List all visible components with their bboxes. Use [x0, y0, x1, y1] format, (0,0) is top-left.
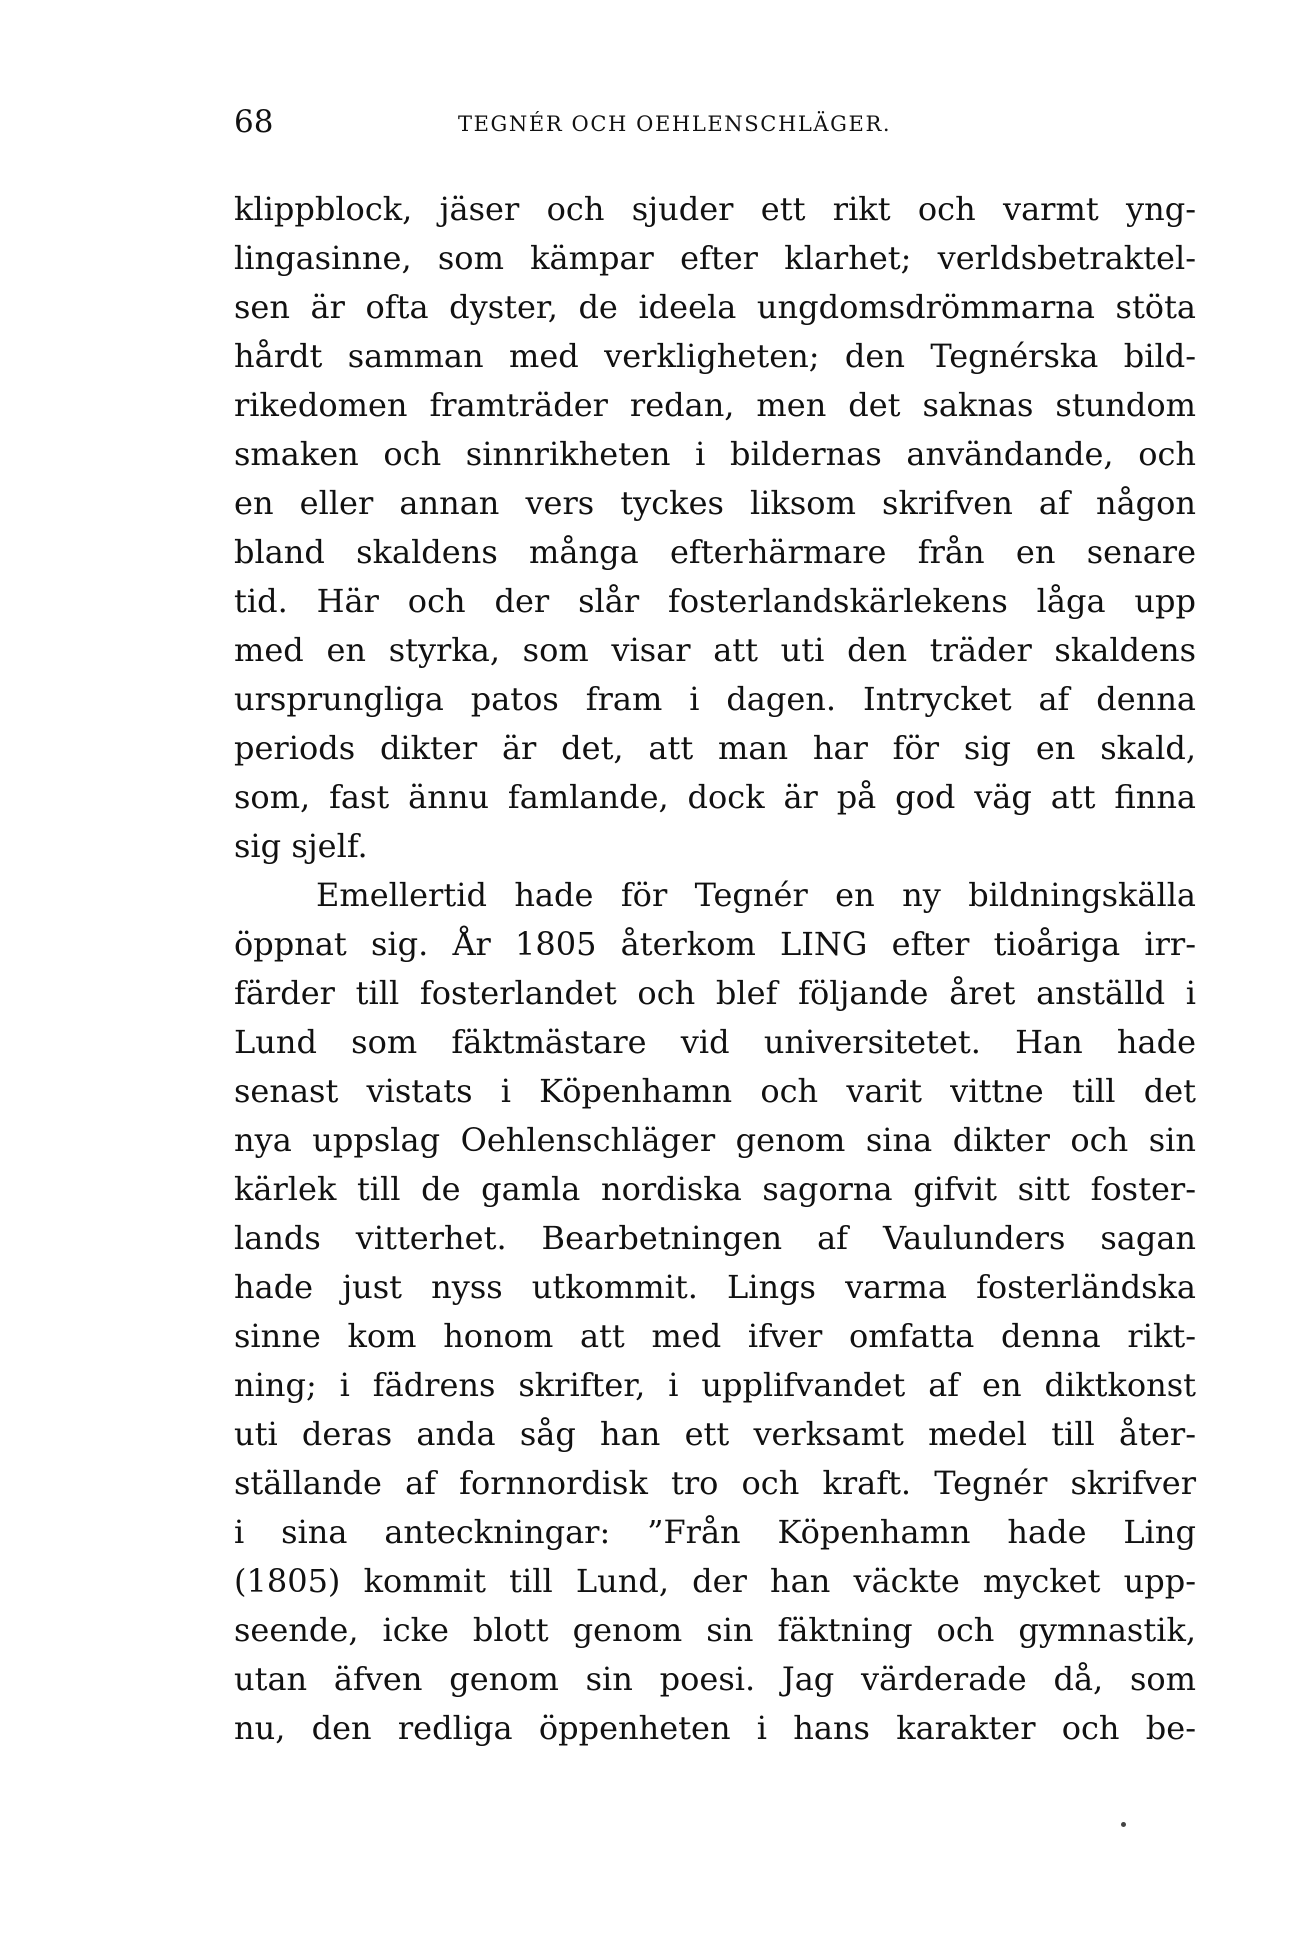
text-line: ställande af fornnordisk tro och kraft. Tegnér skrifver	[234, 1464, 1196, 1502]
text-line: hårdt samman med verkligheten; den Tegnérska bild-	[234, 337, 1196, 375]
text-line: nu, den redliga öppenheten i hans karakter och be-	[234, 1709, 1196, 1747]
text-line: sig sjelf.	[234, 827, 368, 865]
text-line: periods dikter är det, att man har för sig en skald,	[234, 729, 1196, 767]
text-line: sinne kom honom att med ifver omfatta denna rikt-	[234, 1317, 1196, 1355]
text-line: sen är ofta dyster, de ideela ungdomsdrömmarna stöta	[234, 288, 1196, 326]
text-line: i sina anteckningar: ”Från Köpenhamn hade Ling	[234, 1513, 1196, 1551]
text-line: uti deras anda såg han ett verksamt medel till åter-	[234, 1415, 1196, 1453]
text-line: en eller annan vers tyckes liksom skrifven af någon	[234, 484, 1196, 522]
text-line: som, fast ännu famlande, dock är på god väg att finna	[234, 778, 1196, 816]
text-line: öppnat sig. År 1805 återkom LING efter tioåriga irr-	[234, 925, 1196, 963]
text-line: rikedomen framträder redan, men det saknas stundom	[234, 386, 1196, 424]
text-line: Lund som fäktmästare vid universitetet. Han hade	[234, 1023, 1196, 1061]
running-title: TEGNÉR OCH OEHLENSCHLÄGER.	[458, 112, 892, 136]
body-text	[234, 185, 1196, 1753]
text-line: färder till fosterlandet och blef följande året anställd i	[234, 974, 1196, 1012]
print-speck	[1121, 1822, 1126, 1827]
text-line: lands vitterhet. Bearbetningen af Vaulunders sagan	[234, 1219, 1196, 1257]
text-line: tid. Här och der slår fosterlandskärlekens låga upp	[234, 582, 1196, 620]
text-line: ursprungliga patos fram i dagen. Intrycket af denna	[234, 680, 1196, 718]
page-number: 68	[234, 104, 274, 140]
text-line: seende, icke blott genom sin fäktning och gymnastik,	[234, 1611, 1196, 1649]
text-line: Emellertid hade för Tegnér en ny bildningskälla	[316, 876, 1196, 914]
text-line: bland skaldens många efterhärmare från en senare	[234, 533, 1196, 571]
text-line: (1805) kommit till Lund, der han väckte mycket upp-	[234, 1562, 1196, 1600]
text-line: nya uppslag Oehlenschläger genom sina dikter och sin	[234, 1121, 1196, 1159]
text-line: hade just nyss utkommit. Lings varma fosterländska	[234, 1268, 1196, 1306]
text-line: ning; i fädrens skrifter, i upplifvandet af en diktkonst	[234, 1366, 1196, 1404]
text-line: lingasinne, som kämpar efter klarhet; verldsbetraktel-	[234, 239, 1196, 277]
text-line: utan äfven genom sin poesi. Jag värderade då, som	[234, 1660, 1196, 1698]
paragraph-1	[234, 185, 1196, 871]
text-line: senast vistats i Köpenhamn och varit vittne till det	[234, 1072, 1196, 1110]
paragraph-2	[234, 871, 1196, 1753]
text-line: kärlek till de gamla nordiska sagorna gifvit sitt foster-	[234, 1170, 1196, 1208]
text-line: smaken och sinnrikheten i bildernas användande, och	[234, 435, 1196, 473]
text-line: klippblock, jäser och sjuder ett rikt och varmt yng-	[234, 190, 1196, 228]
page-header	[234, 104, 1196, 144]
text-line: med en styrka, som visar att uti den träder skaldens	[234, 631, 1196, 669]
